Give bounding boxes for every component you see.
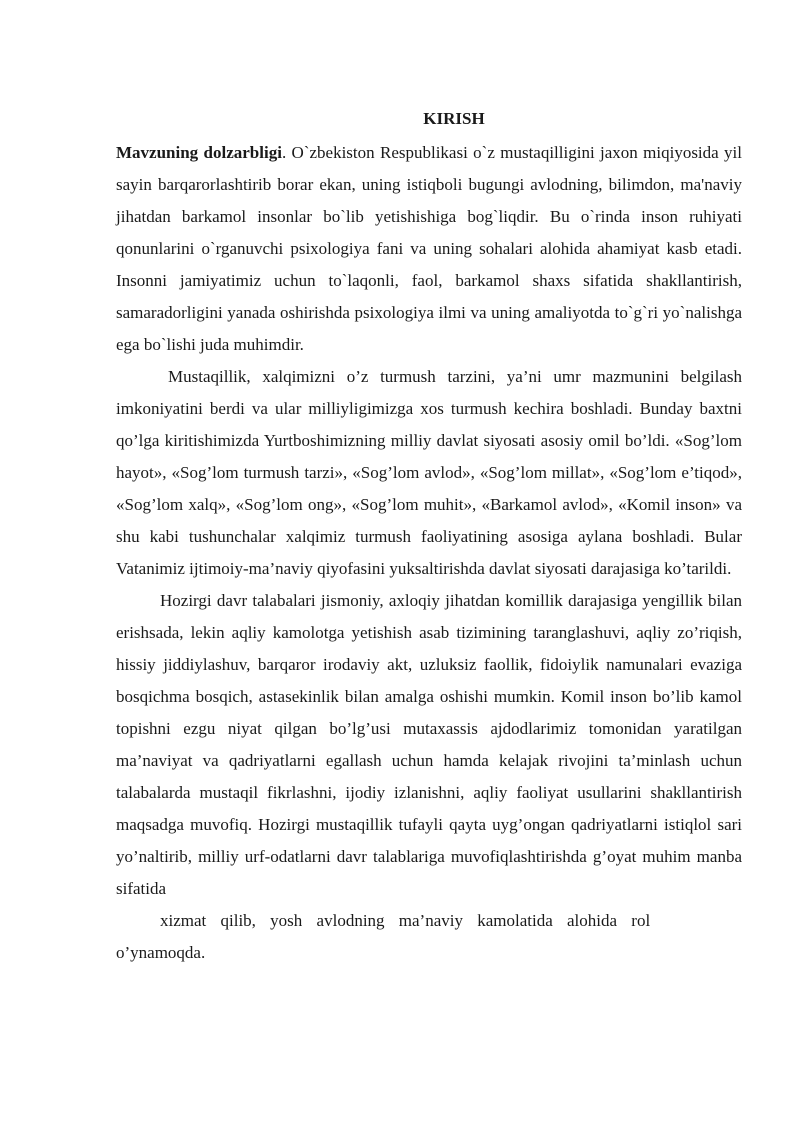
paragraph-students: [116, 585, 742, 969]
paragraph-text: . O`zbekiston Respublikasi o`z mustaqilligini jaxon miqiyosida yil sayin barqarorlashtirib borar ekan, uning istiqboli bugungi avlodning, bilimdon, ma'naviy jihatdan barkamol insonlar bo`lib yetishishiga bog`liqdir. Bu o`rinda inson ruhiyati qonunlarini o`rganuvchi psixologiya fani va uning sohalari alohida ahamiyat kasb etadi. Insonni jamiyatimiz uchun to`laqonli, faol, barkamol shaxs sifatida shakllantirish, samaradorligini yanada oshirishda psixologiya ilmi va uning amaliyotda to`g`ri yo`nalishga ega bo`lishi juda muhimdir.: [116, 143, 743, 354]
paragraph-relevance: [116, 137, 742, 361]
paragraph-last-line: xizmat qilib, yosh avlodning ma’naviy kamolatida alohida rol o’ynamoqda.: [116, 911, 651, 962]
paragraph-text: Hozirgi davr talabalari jismoniy, axloqiy jihatdan komillik darajasiga yengillik bilan erishsada, lekin aqliy kamolotga yetishish asab tizimining taranglashuvi, aqliy zo’riqish, hissiy jiddiylashuv, barqaror irodaviy akt, uzluksiz faollik, fidoiylik namunalari evaziga bosqichma bosqich, astasekinlik bilan amalga oshishi mumkin. Komil inson bo’lib kamol topishni ezgu niyat qilgan bo’lg’usi mutaxassis ajdodlarimiz tomonidan yaratilgan ma’naviyat va qadriyatlarni egallash uchun hamda kelajak rivojini ta’minlash uchun talabalarda mustaqil fikrlashni, ijodiy izlanishni, aqliy faoliyat usullarini shakllantirish maqsadga muvofiq. Hozirgi mustaqillik tufayli qayta uyg’ongan qadriyatlarni istiqlol sari yo’naltirib, milliy urf-odatlarni davr talablariga muvofiqlashtirishda g’oyat muhim manba sifatida: [116, 591, 742, 898]
paragraph-lead: Mavzuning dolzarbligi: [116, 143, 282, 162]
document-page: [116, 103, 742, 969]
page-title: KIRISH: [423, 109, 485, 128]
paragraph-independence: Mustaqillik, xalqimizni o’z turmush tarzini, ya’ni umr mazmunini belgilash imkoniyatini berdi va ular milliyligimizga xos turmush kechira boshladi. Bunday baxtni qo’lga kiritishimizda Yurtboshimizning milliy davlat siyosati asosiy omil bo’ldi. «Sog’lom hayot», «Sog’lom turmush tarzi», «Sog’lom avlod», «Sog’lom millat», «Sog’lom e’tiqod», «Sog’lom xalq», «Sog’lom ong», «Sog’lom muhit», «Barkamol avlod», «Komil inson» va shu kabi tushunchalar xalqimiz turmush faoliyatining asosiga aylana boshladi. Bular Vatanimiz ijtimoiy-ma’naviy qiyofasini yuksaltirishda davlat siyosati darajasiga ko’tarildi.: [116, 367, 742, 578]
